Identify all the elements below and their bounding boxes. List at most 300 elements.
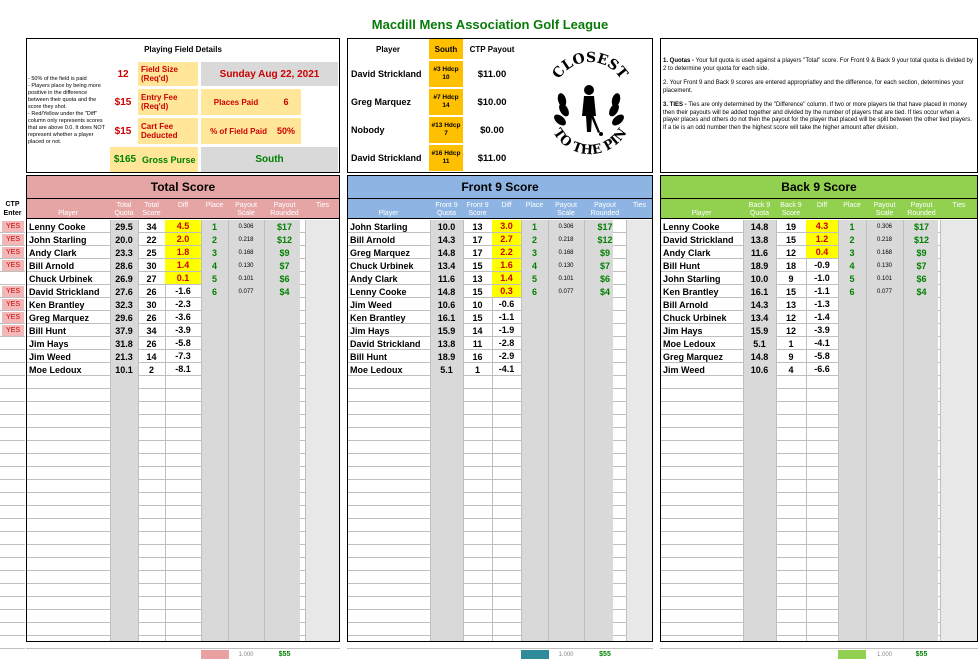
player-diff: 2.7 bbox=[492, 233, 521, 245]
ctp-hole: #13 Hdcp 7 bbox=[429, 117, 463, 143]
column-header-2: Total Score bbox=[142, 202, 161, 217]
player-score[interactable]: 25 bbox=[146, 247, 157, 258]
column-header-2: Front 9 Score bbox=[466, 202, 489, 217]
player-diff: -4.1 bbox=[814, 338, 830, 348]
ctp-enter-yes[interactable]: YES bbox=[2, 312, 24, 323]
player-diff: 4.5 bbox=[165, 220, 201, 232]
payout-scale: 0.168 bbox=[238, 249, 254, 256]
column-header-0: Player bbox=[378, 210, 399, 217]
field-note: - 50% of the field is paid bbox=[28, 76, 87, 82]
player-diff: -3.9 bbox=[175, 325, 191, 335]
column-header-1: Back 9 Quota bbox=[748, 202, 771, 217]
ctp-enter-yes[interactable]: YES bbox=[2, 286, 24, 297]
footer-scale: 1.000 bbox=[876, 651, 892, 658]
payout-scale: 0.101 bbox=[876, 275, 892, 282]
payout-rounded: $9 bbox=[279, 247, 290, 258]
grid-row-line bbox=[0, 571, 25, 584]
column-header-6: Payout Rounded bbox=[590, 202, 620, 217]
player-quota: 16.1 bbox=[750, 286, 769, 297]
rule-quotas-text: Your full quota is used against a players "Total" score. For Front 9 & Back 9 your total quota is divided by 2 to determine your quota for each side. bbox=[663, 58, 973, 72]
payout-scale: 0.130 bbox=[876, 262, 892, 269]
player-diff: -2.8 bbox=[498, 338, 515, 348]
ctp-enter-yes[interactable]: YES bbox=[2, 325, 24, 336]
column-header-1: Front 9 Quota bbox=[435, 202, 458, 217]
player-place: 2 bbox=[211, 234, 217, 245]
footer-swatch bbox=[838, 650, 866, 659]
course-name: South bbox=[201, 147, 338, 172]
player-quota: 15.9 bbox=[750, 325, 769, 336]
player-name: John Starling bbox=[663, 273, 721, 284]
player-quota: 21.3 bbox=[115, 351, 133, 362]
player-place: 3 bbox=[849, 247, 855, 258]
payout-scale: 0.218 bbox=[876, 236, 892, 243]
player-score[interactable]: 30 bbox=[146, 260, 157, 271]
player-score[interactable]: 34 bbox=[146, 325, 157, 336]
player-diff: 1.8 bbox=[165, 246, 201, 258]
player-place: 6 bbox=[211, 286, 217, 297]
rule-quotas-head: 1. Quotas - bbox=[663, 58, 696, 64]
player-score[interactable]: 14 bbox=[146, 351, 157, 362]
payout-rounded: $7 bbox=[279, 260, 290, 271]
player-place: 1 bbox=[211, 221, 217, 232]
entry-fee-label: Entry Fee (Req'd) bbox=[138, 89, 198, 115]
player-score[interactable]: 9 bbox=[788, 273, 794, 284]
grid-row-line bbox=[0, 337, 25, 350]
payout-rounded: $7 bbox=[916, 260, 927, 271]
payout-rounded: $6 bbox=[599, 273, 610, 284]
footer-scale: 1.000 bbox=[238, 651, 254, 658]
player-diff: 3.0 bbox=[492, 220, 521, 232]
ctp-enter-yes[interactable]: YES bbox=[2, 221, 24, 232]
cart-fee-value[interactable]: $15 bbox=[114, 125, 132, 137]
grid-row-line bbox=[0, 350, 25, 363]
player-quota: 10.6 bbox=[750, 364, 769, 375]
ctp-payout: $0.00 bbox=[480, 124, 504, 136]
player-quota: 14.3 bbox=[437, 234, 456, 245]
player-name: Andy Clark bbox=[29, 247, 77, 258]
player-name: Andy Clark bbox=[350, 273, 398, 284]
player-quota: 14.3 bbox=[750, 299, 769, 310]
column-header-4: Place bbox=[843, 202, 861, 209]
logo-text-top: CLOSEST bbox=[549, 50, 631, 82]
field-note: - Players place by being more positive in the difference between their quota and the score they shot. bbox=[28, 83, 101, 110]
ctp-hole: #7 Hdcp 14 bbox=[429, 89, 463, 115]
player-place: 1 bbox=[849, 221, 855, 232]
pct-paid-label: % of Field Paid bbox=[201, 118, 271, 144]
player-diff: -1.0 bbox=[814, 273, 830, 283]
grid-col-line bbox=[626, 220, 627, 641]
payout-rounded: $17 bbox=[597, 221, 613, 232]
player-diff: -1.3 bbox=[814, 299, 830, 309]
ctp-header-player: Player bbox=[375, 44, 401, 54]
player-name: Ken Brantley bbox=[663, 286, 719, 297]
player-quota: 13.8 bbox=[750, 234, 769, 245]
footer-swatch bbox=[201, 650, 229, 659]
player-score[interactable]: 26 bbox=[146, 338, 157, 349]
payout-scale: 0.168 bbox=[876, 249, 892, 256]
player-place: 5 bbox=[531, 273, 537, 284]
player-score[interactable]: 15 bbox=[785, 234, 796, 245]
player-score[interactable]: 15 bbox=[785, 286, 796, 297]
grid-row-line bbox=[0, 402, 25, 415]
player-quota: 27.6 bbox=[115, 286, 133, 297]
player-name: Bill Hunt bbox=[29, 325, 66, 336]
player-quota: 10.0 bbox=[750, 273, 769, 284]
player-name: Chuck Urbinek bbox=[350, 260, 414, 271]
player-name: Chuck Urbinek bbox=[29, 273, 93, 284]
grid-row-line bbox=[0, 415, 25, 428]
player-name: Bill Arnold bbox=[29, 260, 75, 271]
grid-row-line bbox=[0, 545, 25, 558]
player-quota: 29.6 bbox=[115, 312, 133, 323]
grid-row-line bbox=[0, 623, 25, 636]
player-diff: -2.3 bbox=[175, 299, 191, 309]
player-score[interactable]: 26 bbox=[146, 312, 157, 323]
payout-scale: 0.130 bbox=[558, 262, 574, 269]
rule-quotas bbox=[663, 58, 975, 73]
rule-scores: 2. Your Front 9 and Back 9 scores are entered appropriatley and the difference, for each section, determines your placement. bbox=[663, 80, 964, 94]
player-score[interactable]: 2 bbox=[148, 364, 154, 375]
player-score[interactable]: 30 bbox=[146, 299, 157, 310]
payout-scale: 0.130 bbox=[238, 262, 254, 269]
ctp-enter-yes[interactable]: YES bbox=[2, 260, 24, 271]
player-quota: 28.6 bbox=[115, 260, 133, 271]
player-quota: 18.9 bbox=[437, 351, 456, 362]
cart-fee-label: Cart Fee Deducted bbox=[138, 118, 198, 144]
ctp-header-payout: CTP Payout bbox=[469, 44, 515, 54]
player-score[interactable]: 19 bbox=[785, 221, 796, 232]
player-quota: 13.4 bbox=[750, 312, 769, 323]
player-name: Bill Arnold bbox=[663, 299, 709, 310]
column-header-5: Payout Scale bbox=[555, 202, 577, 217]
payout-rounded: $9 bbox=[916, 247, 927, 258]
rules-text bbox=[663, 58, 975, 132]
player-name: Greg Marquez bbox=[663, 351, 724, 362]
ctp-enter-yes[interactable]: YES bbox=[2, 234, 24, 245]
footer-total: $55 bbox=[278, 651, 291, 658]
player-diff: -0.9 bbox=[814, 260, 830, 270]
payout-scale: 0.077 bbox=[558, 288, 574, 295]
gross-purse-value: $165 bbox=[110, 147, 140, 172]
player-score[interactable]: 12 bbox=[785, 247, 796, 258]
player-quota: 29.5 bbox=[115, 221, 133, 232]
player-place: 3 bbox=[531, 247, 537, 258]
player-score[interactable]: 11 bbox=[472, 338, 483, 349]
column-header-4: Place bbox=[205, 202, 224, 209]
grid-row-line bbox=[0, 272, 25, 285]
column-header-0: Player bbox=[691, 210, 712, 217]
column-header-5: Payout Scale bbox=[873, 202, 896, 217]
player-score[interactable]: 26 bbox=[146, 286, 157, 297]
player-quota: 23.3 bbox=[115, 247, 133, 258]
payout-rounded: $4 bbox=[279, 286, 290, 297]
payout-scale: 0.101 bbox=[558, 275, 574, 282]
player-place: 5 bbox=[211, 273, 217, 284]
player-quota: 14.8 bbox=[437, 247, 456, 258]
player-quota: 10.6 bbox=[437, 299, 456, 310]
field-size-value[interactable]: 12 bbox=[117, 68, 129, 80]
player-place: 4 bbox=[849, 260, 855, 271]
player-score[interactable]: 18 bbox=[785, 260, 796, 271]
player-name: Lenny Cooke bbox=[29, 221, 86, 232]
player-quota: 31.8 bbox=[115, 338, 133, 349]
player-score[interactable]: 1 bbox=[474, 364, 480, 375]
player-diff: -0.6 bbox=[498, 299, 515, 309]
player-diff: 4.3 bbox=[806, 220, 838, 232]
player-quota: 14.8 bbox=[750, 221, 769, 232]
payout-scale: 0.101 bbox=[238, 275, 254, 282]
ctp-player: David Strickland bbox=[351, 69, 422, 79]
player-place: 5 bbox=[849, 273, 855, 284]
player-quota: 37.9 bbox=[115, 325, 133, 336]
column-header-6: Payout Rounded bbox=[270, 202, 299, 217]
player-name: Jim Hays bbox=[29, 338, 69, 349]
ctp-hole: #3 Hdcp 10 bbox=[429, 61, 463, 87]
ctp-payout: $10.00 bbox=[477, 96, 507, 108]
player-quota: 20.0 bbox=[115, 234, 133, 245]
payout-rounded: $17 bbox=[913, 221, 930, 232]
player-diff: -1.1 bbox=[498, 312, 515, 322]
player-score[interactable]: 22 bbox=[146, 234, 157, 245]
player-quota: 14.8 bbox=[750, 351, 769, 362]
column-header-7: Ties bbox=[316, 202, 329, 209]
player-quota: 11.6 bbox=[437, 273, 456, 284]
player-score[interactable]: 17 bbox=[472, 234, 483, 245]
player-quota: 18.9 bbox=[750, 260, 769, 271]
payout-scale: 0.168 bbox=[558, 249, 574, 256]
grid-row-line bbox=[0, 558, 25, 571]
payout-scale: 0.306 bbox=[558, 223, 574, 230]
player-diff: 2.0 bbox=[165, 233, 201, 245]
player-diff: -5.8 bbox=[814, 351, 830, 361]
player-name: David Strickland bbox=[350, 338, 421, 349]
column-header-1: Total Quota bbox=[114, 202, 134, 217]
payout-rounded: $12 bbox=[276, 234, 293, 245]
player-diff: 0.3 bbox=[492, 285, 521, 297]
player-name: Lenny Cooke bbox=[350, 286, 407, 297]
logo-text-bottom: TO THE PIN bbox=[549, 125, 631, 159]
payout-rounded: $6 bbox=[916, 273, 927, 284]
player-name: Greg Marquez bbox=[29, 312, 90, 323]
player-score[interactable]: 15 bbox=[472, 312, 483, 323]
ctp-player: David Strickland bbox=[351, 153, 422, 163]
footer-total: $55 bbox=[599, 651, 611, 658]
player-name: Ken Brantley bbox=[29, 299, 85, 310]
grid-row-line bbox=[0, 636, 25, 649]
golfer-icon bbox=[534, 50, 644, 160]
player-place: 2 bbox=[849, 234, 855, 245]
rule-ties-head: 3. TIES - bbox=[663, 102, 689, 108]
player-quota: 26.9 bbox=[115, 273, 133, 284]
ctp-player: Greg Marquez bbox=[351, 97, 412, 107]
player-score[interactable]: 10 bbox=[472, 299, 483, 310]
player-name: Jim Weed bbox=[663, 364, 705, 375]
front-nine-heading: Front 9 Score bbox=[347, 175, 653, 199]
player-diff: 2.2 bbox=[492, 246, 521, 258]
page-title: Macdill Mens Association Golf League bbox=[371, 16, 609, 32]
column-header-3: Diff bbox=[816, 202, 828, 209]
field-note: - Red/Yellow under the "Diff" column only represents scores that are above 0.0. It does NOT represent whether a player placed or not. bbox=[28, 111, 105, 145]
closest-to-pin-logo bbox=[534, 50, 644, 160]
player-diff: -3.9 bbox=[814, 325, 830, 335]
player-diff: 0.1 bbox=[165, 272, 201, 284]
column-header-3: Diff bbox=[501, 202, 512, 209]
field-heading: Playing Field Details bbox=[144, 44, 222, 54]
player-place: 2 bbox=[531, 234, 537, 245]
payout-scale: 0.218 bbox=[238, 236, 254, 243]
pct-paid-value: 50% bbox=[271, 118, 301, 144]
grid-col-line bbox=[305, 220, 306, 641]
player-score[interactable]: 16 bbox=[472, 351, 483, 362]
player-quota: 5.1 bbox=[440, 364, 453, 375]
grid-row-line bbox=[0, 454, 25, 467]
player-diff: -8.1 bbox=[175, 364, 191, 374]
player-place: 4 bbox=[211, 260, 217, 271]
player-score[interactable]: 27 bbox=[146, 273, 157, 284]
footer-scale: 1.000 bbox=[558, 651, 574, 658]
ctp-enter-yes[interactable]: YES bbox=[2, 247, 24, 258]
player-name: Moe Ledoux bbox=[350, 364, 403, 375]
grid-row-line bbox=[0, 428, 25, 441]
player-name: Jim Hays bbox=[350, 325, 390, 336]
column-header-0: Player bbox=[58, 210, 78, 217]
payout-rounded: $9 bbox=[599, 247, 610, 258]
player-name: Greg Marquez bbox=[350, 247, 411, 258]
grid-row-line bbox=[0, 493, 25, 506]
player-quota: 13.4 bbox=[437, 260, 456, 271]
player-diff: -4.1 bbox=[498, 364, 515, 374]
ctp-payout: $11.00 bbox=[477, 68, 507, 80]
player-score[interactable]: 13 bbox=[472, 273, 483, 284]
grid-row-line bbox=[0, 441, 25, 454]
grid-row-line bbox=[0, 389, 25, 402]
player-name: David Strickland bbox=[663, 234, 734, 245]
player-score[interactable]: 17 bbox=[472, 247, 483, 258]
player-score[interactable]: 13 bbox=[472, 221, 483, 232]
player-diff: -1.1 bbox=[814, 286, 830, 296]
rule-ties-text: Ties are only determined by the "Difference" column. If two or more players tie that have placed in money then their payouts will be added together and divided by the number of players that are tied. If ties occur when a player places and others do not then the payout for the player that placed will be split between the other tied players. If a tie is an odd number then the highest score will take the higher amount after division. bbox=[663, 102, 972, 131]
ctp-enter-yes[interactable]: YES bbox=[2, 299, 24, 310]
player-quota: 14.8 bbox=[437, 286, 456, 297]
player-name: John Starling bbox=[29, 234, 87, 245]
player-quota: 11.6 bbox=[750, 247, 769, 258]
grid-row-line bbox=[0, 519, 25, 532]
ctp-player: Nobody bbox=[351, 125, 385, 135]
player-name: Ken Brantley bbox=[350, 312, 406, 323]
player-place: 3 bbox=[211, 247, 217, 258]
payout-rounded: $4 bbox=[599, 286, 610, 297]
player-score[interactable]: 15 bbox=[472, 260, 483, 271]
rule-ties bbox=[663, 102, 975, 132]
player-diff: -7.3 bbox=[175, 351, 191, 361]
column-header-7: Ties bbox=[633, 202, 646, 209]
grid-row-line bbox=[0, 506, 25, 519]
column-header-5: Payout Scale bbox=[235, 202, 257, 217]
player-diff: 1.2 bbox=[806, 233, 838, 245]
player-score[interactable]: 4 bbox=[788, 364, 794, 375]
player-quota: 5.1 bbox=[753, 338, 766, 349]
player-name: Lenny Cooke bbox=[663, 221, 720, 232]
player-score[interactable]: 9 bbox=[788, 351, 794, 362]
entry-fee-value[interactable]: $15 bbox=[114, 96, 132, 108]
player-score[interactable]: 13 bbox=[785, 299, 796, 310]
player-name: Jim Hays bbox=[663, 325, 703, 336]
player-score[interactable]: 14 bbox=[472, 325, 483, 336]
grid-row-line bbox=[0, 532, 25, 545]
grid-row-line bbox=[0, 610, 25, 623]
grid-row-line bbox=[0, 363, 25, 376]
player-name: Moe Ledoux bbox=[663, 338, 716, 349]
player-diff: -1.6 bbox=[175, 286, 191, 296]
player-name: Moe Ledoux bbox=[29, 364, 82, 375]
column-header-3: Diff bbox=[177, 202, 189, 209]
payout-rounded: $12 bbox=[913, 234, 930, 245]
payout-rounded: $12 bbox=[597, 234, 613, 245]
field-notes bbox=[28, 76, 108, 146]
ctp-header-course: South bbox=[429, 39, 463, 59]
player-diff: 1.6 bbox=[492, 259, 521, 271]
player-place: 4 bbox=[531, 260, 537, 271]
field-size-label: Field Size (Req'd) bbox=[138, 62, 198, 86]
player-diff: -2.9 bbox=[498, 351, 515, 361]
payout-rounded: $4 bbox=[916, 286, 927, 297]
grid-row-line bbox=[0, 467, 25, 480]
back-nine-heading: Back 9 Score bbox=[660, 175, 978, 199]
footer-total: $55 bbox=[915, 651, 928, 658]
player-name: Bill Hunt bbox=[663, 260, 700, 271]
places-paid-label: Places Paid bbox=[201, 89, 271, 115]
column-header-7: Ties bbox=[952, 202, 966, 209]
payout-rounded: $7 bbox=[599, 260, 610, 271]
payout-rounded: $17 bbox=[276, 221, 293, 232]
payout-scale: 0.077 bbox=[238, 288, 254, 295]
player-score[interactable]: 1 bbox=[788, 338, 794, 349]
grid-row-line bbox=[0, 597, 25, 610]
player-quota: 16.1 bbox=[437, 312, 456, 323]
player-score[interactable]: 15 bbox=[472, 286, 483, 297]
column-header-2: Back 9 Score bbox=[780, 202, 802, 217]
player-score[interactable]: 12 bbox=[785, 325, 796, 336]
ctp-enter-header: CTP Enter bbox=[3, 201, 22, 217]
payout-scale: 0.077 bbox=[876, 288, 892, 295]
player-score[interactable]: 12 bbox=[785, 312, 796, 323]
player-name: Andy Clark bbox=[663, 247, 711, 258]
places-paid-value: 6 bbox=[271, 89, 301, 115]
grid-row-line bbox=[0, 480, 25, 493]
ctp-hole: #16 Hdcp 11 bbox=[429, 145, 463, 171]
player-name: David Strickland bbox=[29, 286, 100, 297]
player-quota: 10.1 bbox=[115, 364, 133, 375]
player-diff: -6.6 bbox=[814, 364, 830, 374]
grid-row-line bbox=[0, 584, 25, 597]
column-header-4: Place bbox=[525, 202, 544, 209]
player-diff: 1.4 bbox=[165, 259, 201, 271]
payout-scale: 0.218 bbox=[558, 236, 574, 243]
player-quota: 13.8 bbox=[437, 338, 456, 349]
player-score[interactable]: 34 bbox=[146, 221, 157, 232]
player-name: Bill Arnold bbox=[350, 234, 396, 245]
column-header-6: Payout Rounded bbox=[907, 202, 936, 217]
gross-purse-label: Gross Purse bbox=[140, 147, 198, 172]
player-name: Jim Weed bbox=[350, 299, 392, 310]
grid-row-line bbox=[0, 376, 25, 389]
player-place: 6 bbox=[531, 286, 537, 297]
player-diff: 1.4 bbox=[492, 272, 521, 284]
player-name: John Starling bbox=[350, 221, 408, 232]
player-diff: -1.9 bbox=[498, 325, 515, 335]
footer-swatch bbox=[521, 650, 549, 659]
player-quota: 10.0 bbox=[437, 221, 456, 232]
